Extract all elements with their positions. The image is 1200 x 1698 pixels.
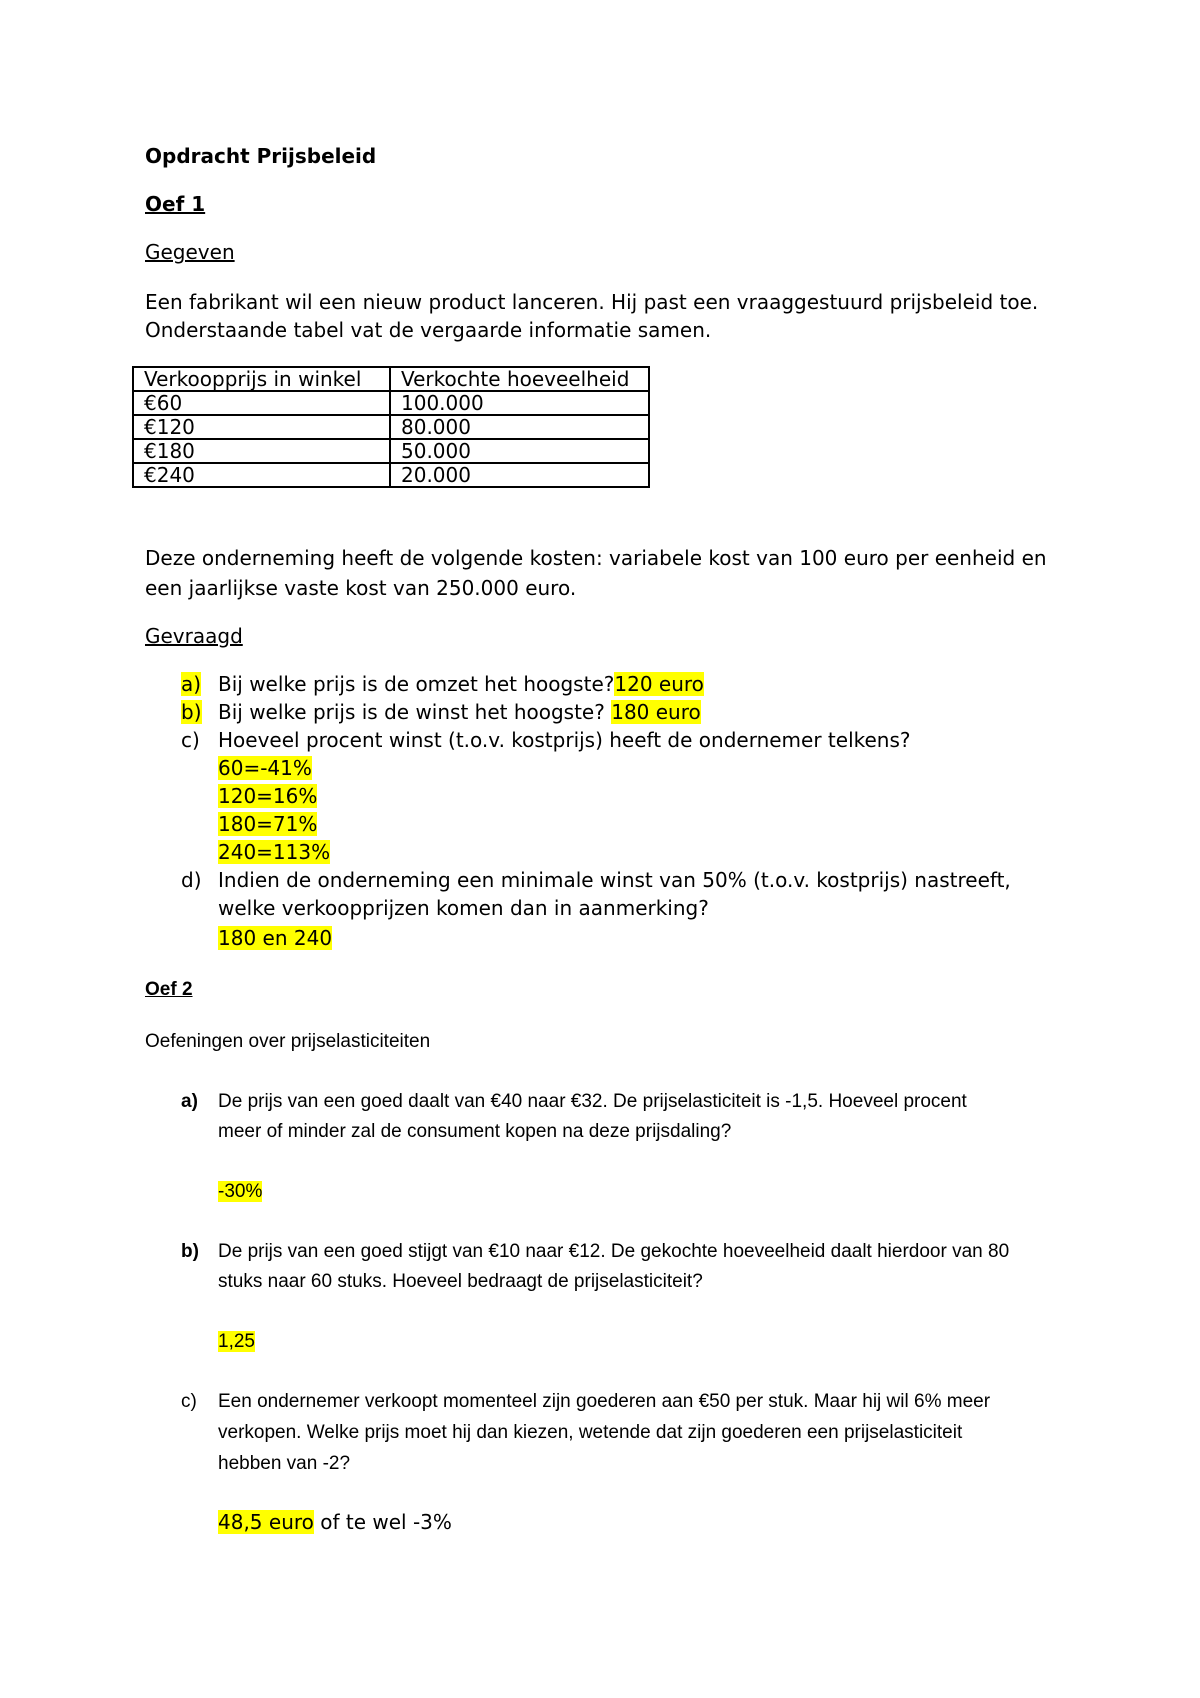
table-cell: €60 [133, 391, 390, 415]
question-a [181, 672, 201, 696]
oef1-heading: Oef 1 [145, 192, 206, 216]
table-row [133, 439, 649, 463]
table-cell: €120 [133, 415, 390, 439]
oef2-question-a-line-2: meer of minder zal de consument kopen na deze prijsdaling? [218, 1121, 732, 1142]
table-cell: 50.000 [390, 439, 649, 463]
oef2-question-b-line-1: De prijs van een goed stijgt van €10 naar €12. De gekochte hoeveelheid daalt hierdoor van 80 [218, 1241, 1010, 1262]
answer-highlight: 180 euro [611, 700, 701, 724]
answer-highlight: 120=16% [218, 784, 318, 808]
oef2-question-b-label: b) [181, 1241, 199, 1262]
question-label: a) [181, 672, 202, 696]
table-cell: 80.000 [390, 415, 649, 439]
oef2-question-c-line-1: Een ondernemer verkoopt momenteel zijn goederen aan €50 per stuk. Maar hij wil 6% meer [218, 1391, 991, 1412]
table-row [133, 391, 649, 415]
table-row [133, 415, 649, 439]
question-c-text: Hoeveel procent winst (t.o.v. kostprijs) heeft de ondernemer telkens? [218, 728, 911, 752]
question-text: Bij welke prijs is de omzet het hoogste? [218, 672, 615, 696]
question-c-label: c) [181, 728, 200, 752]
answer-highlight: 180 en 240 [218, 926, 333, 950]
oef2-question-c-line-3: hebben van -2? [218, 1453, 351, 1474]
question-label: b) [181, 700, 202, 724]
question-d-line-2: welke verkoopprijzen komen dan in aanmerking? [218, 896, 709, 920]
oef2-question-c-line-2: verkopen. Welke prijs moet hij dan kiezen, wetende dat zijn goederen een prijselasticiteit [218, 1422, 963, 1443]
question-text: Bij welke prijs is de winst het hoogste? [218, 700, 612, 724]
oef2-question-a-line-1: De prijs van een goed daalt van €40 naar €32. De prijselasticiteit is -1,5. Hoeveel procent [218, 1091, 967, 1112]
gevraagd-heading: Gevraagd [145, 624, 243, 648]
price-quantity-table [132, 366, 650, 488]
oef2-heading: Oef 2 [145, 979, 193, 1000]
table-row [133, 463, 649, 487]
answer-highlight: 60=-41% [218, 756, 312, 780]
table-header-row [133, 367, 649, 391]
table-cell: 100.000 [390, 391, 649, 415]
answer-highlight: 120 euro [614, 672, 704, 696]
question-a-body [218, 672, 704, 696]
oef2-question-a-label: a) [181, 1091, 198, 1112]
table-cell: €180 [133, 439, 390, 463]
costs-line-2: een jaarlijkse vaste kost van 250.000 euro. [145, 576, 577, 600]
table-cell: 20.000 [390, 463, 649, 487]
answer-highlight: -30% [218, 1181, 263, 1202]
gegeven-heading: Gegeven [145, 240, 235, 264]
question-d-line-1: Indien de onderneming een minimale winst van 50% (t.o.v. kostprijs) nastreeft, [218, 868, 1011, 892]
costs-line-1: Deze onderneming heeft de volgende kosten: variabele kost van 100 euro per eenheid en [145, 546, 1047, 570]
table-header-cell: Verkoopprijs in winkel [133, 367, 390, 391]
oef2-question-c-label: c) [181, 1391, 197, 1412]
question-d-label: d) [181, 868, 202, 892]
oef2-question-c-answer [218, 1510, 452, 1534]
question-b-body [218, 700, 701, 724]
answer-highlight: 48,5 euro [218, 1510, 314, 1534]
page-title: Opdracht Prijsbeleid [145, 144, 377, 168]
table-cell: €240 [133, 463, 390, 487]
intro-line-1: Een fabrikant wil een nieuw product lanceren. Hij past een vraaggestuurd prijsbeleid toe. [145, 290, 1039, 314]
answer-suffix: of te wel -3% [313, 1510, 452, 1534]
oef2-question-b-line-2: stuks naar 60 stuks. Hoeveel bedraagt de prijselasticiteit? [218, 1271, 703, 1292]
question-b [181, 700, 202, 724]
answer-highlight: 1,25 [218, 1331, 255, 1352]
table-header-cell: Verkochte hoeveelheid [390, 367, 649, 391]
oef2-subheading: Oefeningen over prijselasticiteiten [145, 1031, 431, 1052]
answer-highlight: 240=113% [218, 840, 331, 864]
answer-highlight: 180=71% [218, 812, 318, 836]
intro-line-2: Onderstaande tabel vat de vergaarde informatie samen. [145, 318, 712, 342]
